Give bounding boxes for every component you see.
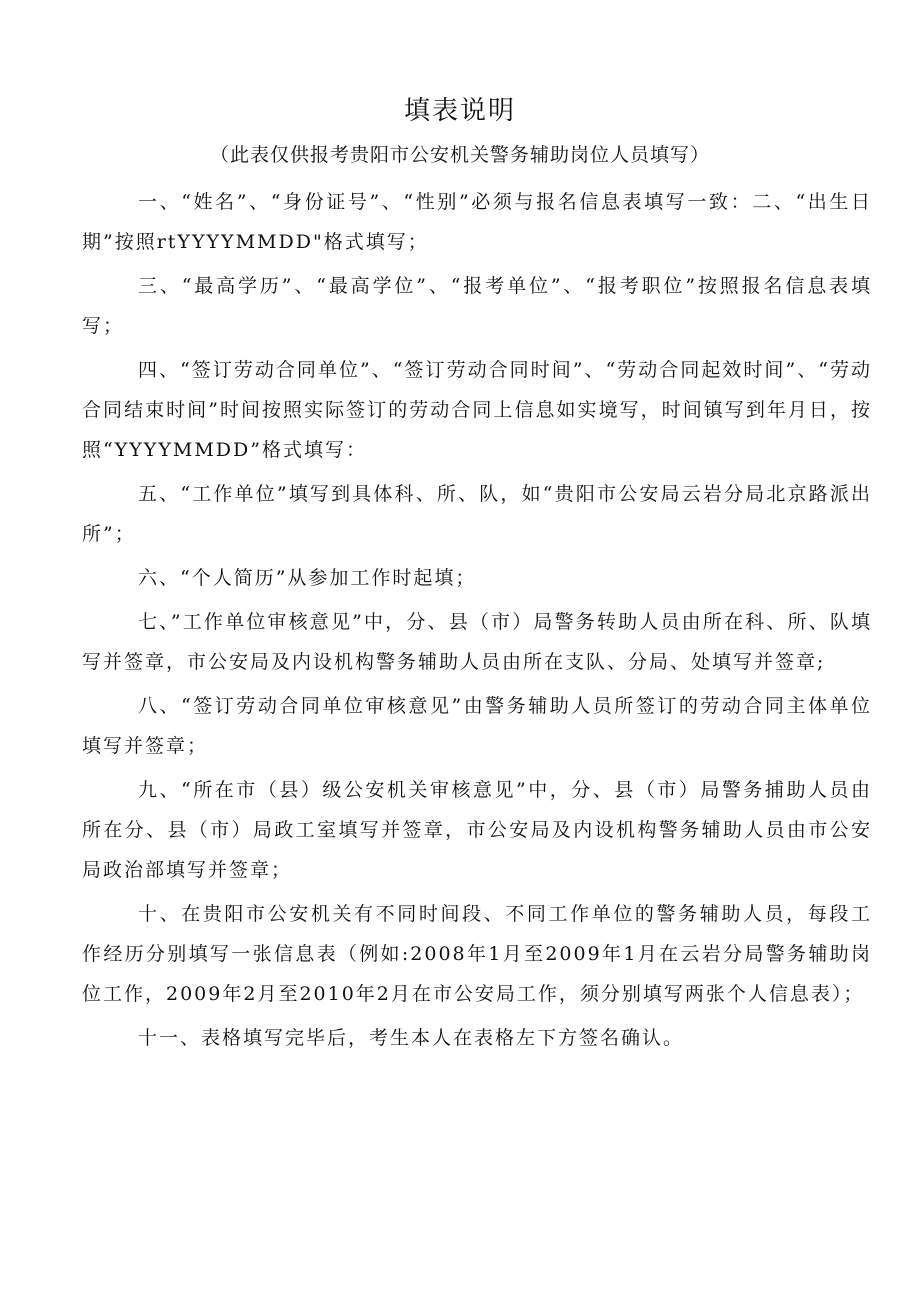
instruction-paragraph-10: 十一、表格填写完毕后，考生本人在表格左下方签名确认。 — [138, 1027, 685, 1049]
instruction-paragraph-6: 七、”工作单位审核意见”中，分、县（市）局警务转助人员由所在科、所、队填写并签章，市公安局及内设机构警务辅助人员由所在支队、分局、处填写并签章; — [82, 611, 872, 673]
instruction-paragraph-5: 六、“个人简历”从参加工作时起填； — [138, 567, 477, 589]
instruction-paragraph-2: 三、“最高学历”、“最高学位”、“报考单位”、“报考职位”按照报名信息表填写； — [82, 275, 872, 337]
document-title: 填表说明 — [403, 96, 516, 126]
document-subtitle: （此表仅供报考贵阳市公安机关警务辅助岗位人员填写） — [209, 144, 710, 166]
instruction-paragraph-8: 九、“所在市（县）级公安机关审核意见”中，分、县（市）局警务捕助人员由所在分、县（市）局政工室填写并签章，市公安局及内设机构警务辅助人员由市公安局政治部填写并签章； — [82, 779, 872, 881]
instruction-paragraph-9: 十、在贵阳市公安机关有不同时间段、不同工作单位的警务辅助人员，每段工作经历分别填写一张信息表（例如:2008年1月至2009年1月在云岩分局警务辅助岗位工作，2009年2月至2010年2月在市公安局工作，须分别填写两张个人信息表）； — [82, 903, 872, 1005]
instruction-paragraph-7: 八、“签订劳动合同单位审核意见”由警务辅助人员所签订的劳动合同主体单位填写并签章； — [82, 695, 872, 757]
instructions-body — [82, 182, 872, 1058]
instruction-paragraph-4: 五、“工作单位”填写到具体科、所、队，如“贵阳市公安局云岩分局北京路派出所”； — [82, 483, 872, 545]
instruction-paragraph-1: 一、“姓名”、“身份证号”、“性别”必须与报名信息表填写一致：二、“出生日期”按照rtYYYYMMDD"格式填写； — [82, 191, 872, 253]
instruction-paragraph-3: 四、“签订劳动合同单位”、“签订劳动合同时间”、“劳动合同起效时间”、“劳动合同结束时间”时间按照实际签订的劳动合同上信息如实境写，时间镇写到年月日，按照“YYYYMMDD”格式填写： — [82, 359, 872, 461]
